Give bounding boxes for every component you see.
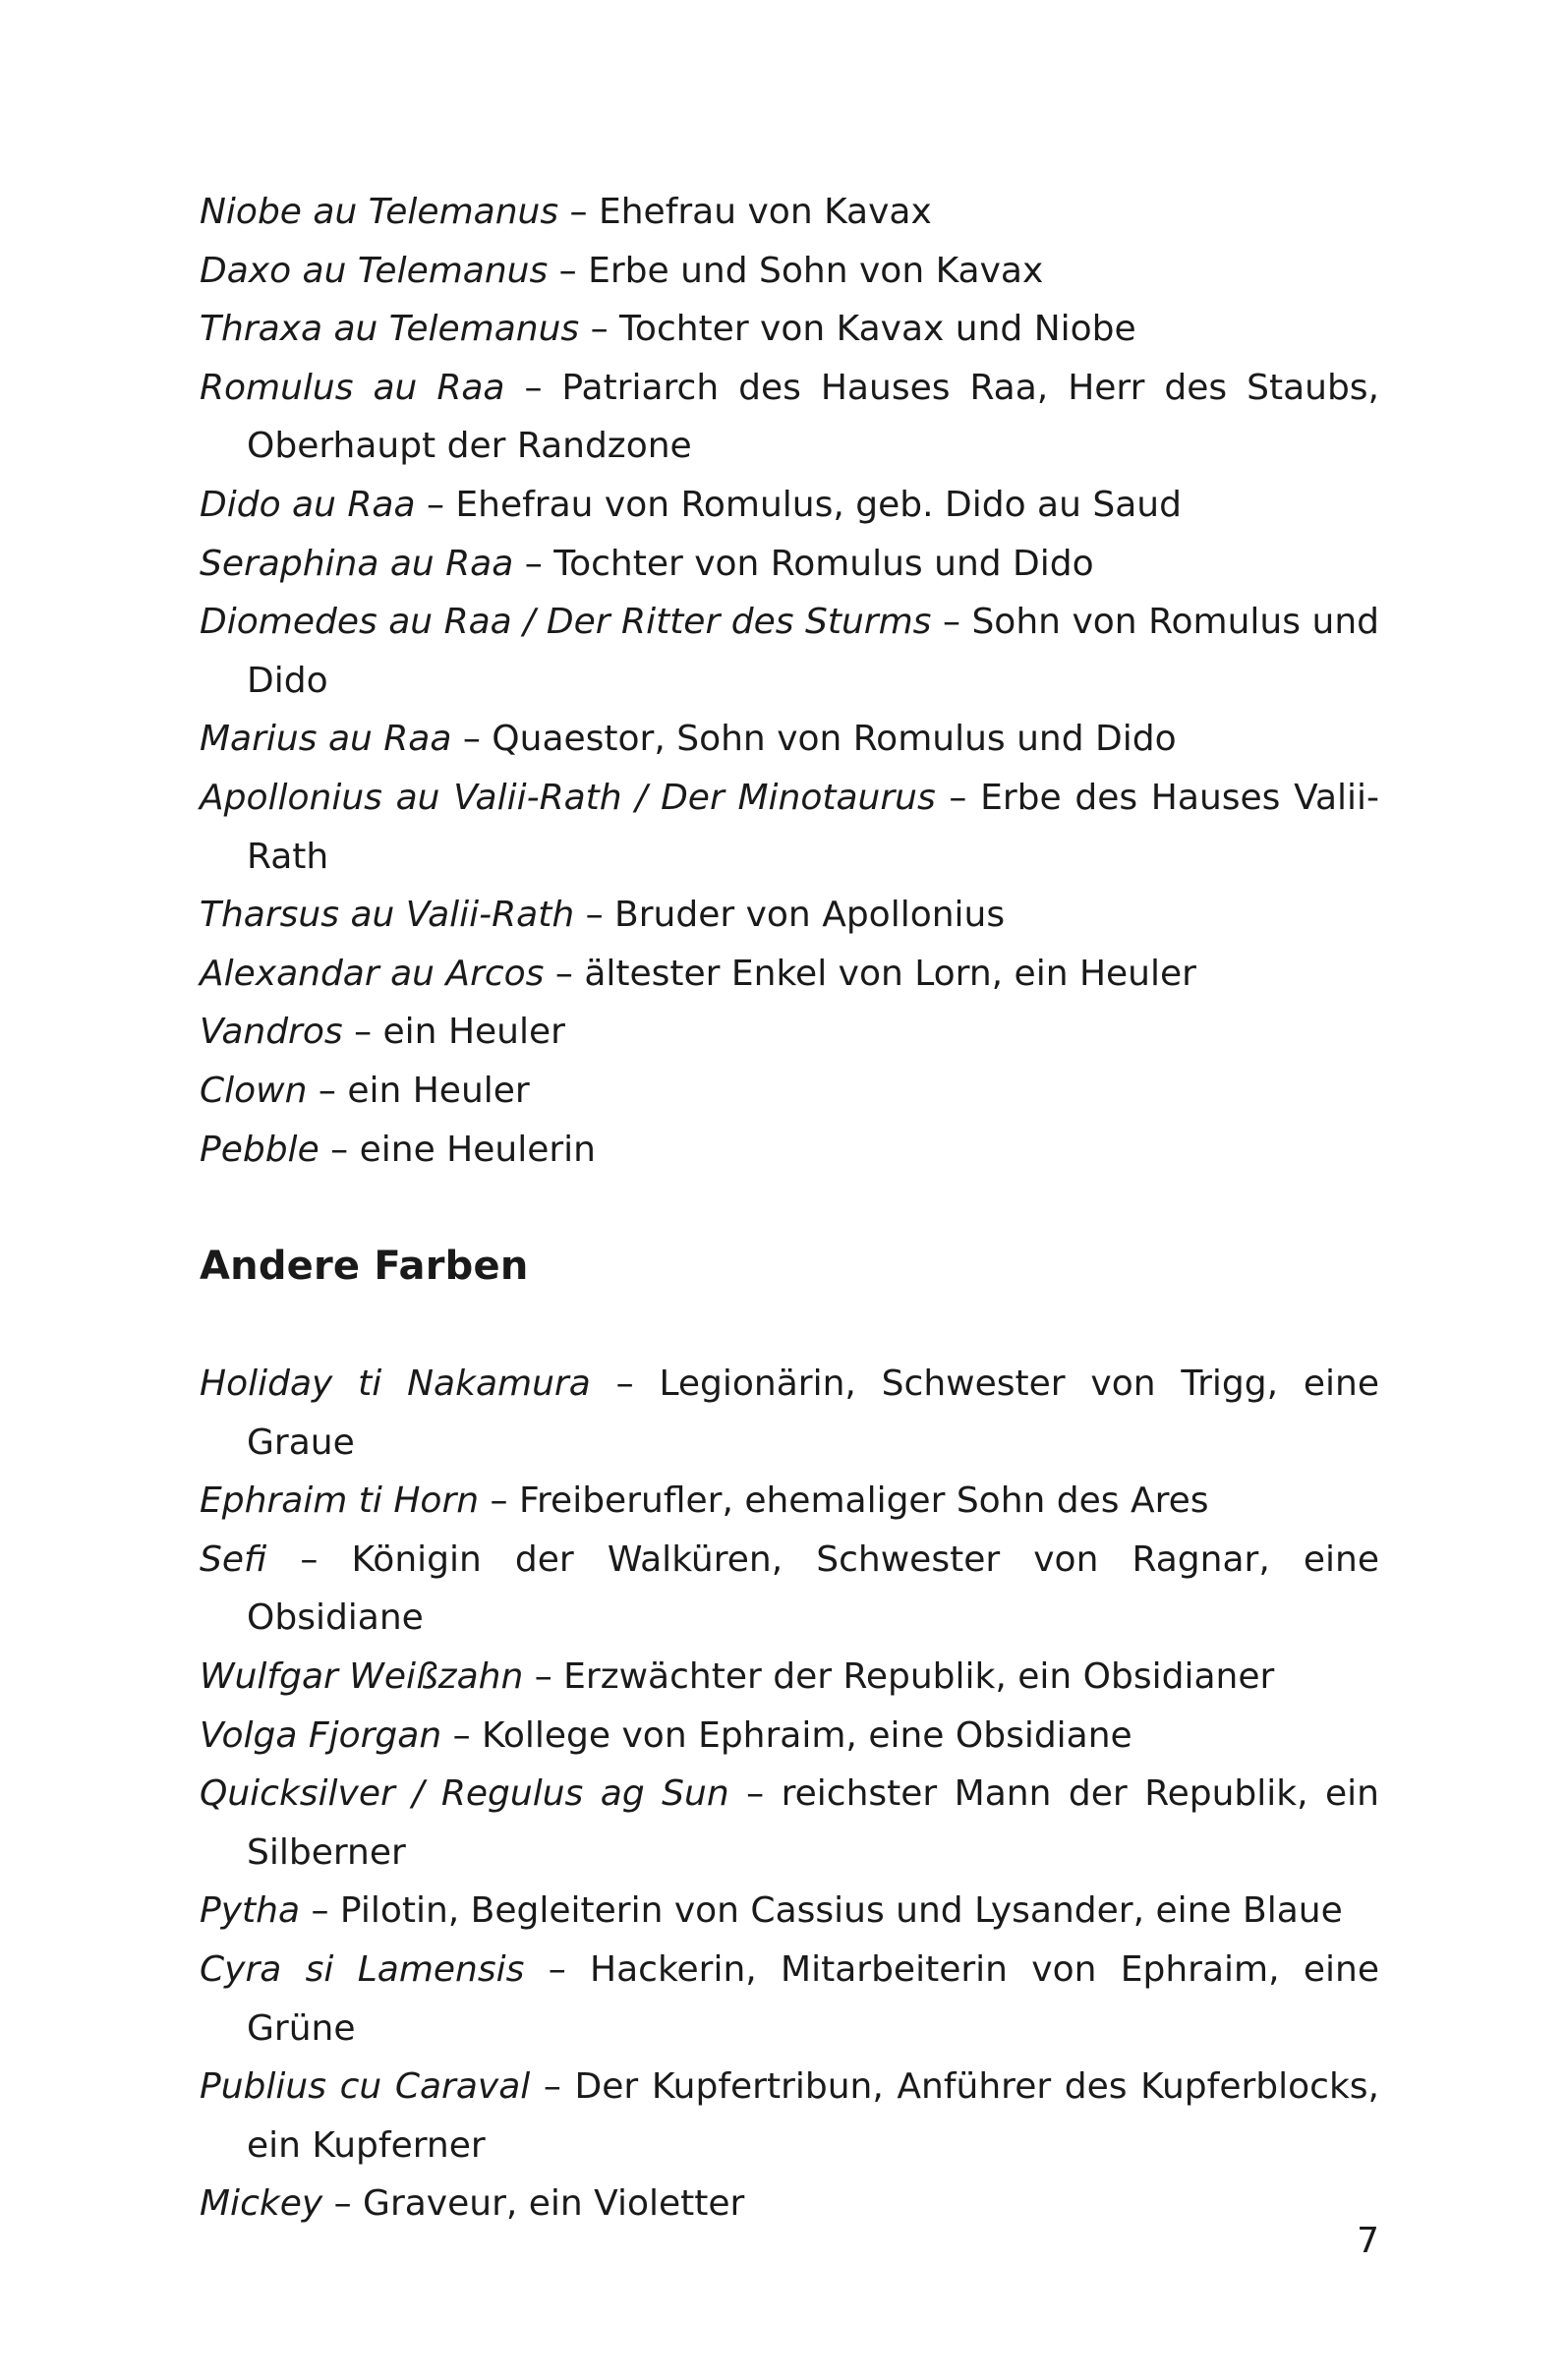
character-name: Cyra si Lamensis xyxy=(200,1948,525,1990)
character-name: Holiday ti Nakamura xyxy=(200,1364,591,1404)
character-description: – ein Heuler xyxy=(307,1070,530,1111)
character-entry xyxy=(200,2058,1379,2175)
character-description: – Kollege von Ephraim, eine Obsidiane xyxy=(441,1714,1132,1756)
character-description: – reichster Mann der Republik, ein Silberner xyxy=(247,1773,1379,1873)
character-name: Volga Fjorgan xyxy=(200,1714,442,1756)
character-entry xyxy=(200,1472,1379,1531)
character-name: Vandros xyxy=(200,1012,343,1053)
character-entry xyxy=(200,183,1379,242)
character-description: – Tochter von Romulus und Dido xyxy=(513,543,1094,584)
character-name: Tharsus au Valii-Rath xyxy=(200,895,575,936)
character-name: Mickey xyxy=(200,2183,323,2225)
character-name: Seraphina au Raa xyxy=(200,543,514,584)
character-name: Dido au Raa xyxy=(200,484,416,525)
character-description: – Sohn von Romulus und Dido xyxy=(247,602,1379,701)
character-name: Clown xyxy=(200,1070,308,1111)
character-description: – Tochter von Kavax und Niobe xyxy=(579,309,1136,350)
character-description: – Pilotin, Begleiterin von Cassius und Lysander, eine Blaue xyxy=(300,1890,1343,1932)
character-description: – Erbe und Sohn von Kavax xyxy=(548,250,1044,291)
character-entry xyxy=(200,476,1379,535)
page-number: 7 xyxy=(1357,2221,1379,2261)
character-entry xyxy=(200,1355,1379,1472)
character-entry xyxy=(200,300,1379,359)
character-entry xyxy=(200,886,1379,945)
character-entry xyxy=(200,1121,1379,1180)
character-description: – Ehefrau von Kavax xyxy=(558,192,932,232)
character-name: Thraxa au Telemanus xyxy=(200,309,580,350)
character-entry xyxy=(200,1882,1379,1941)
character-list-main xyxy=(200,183,1379,1179)
character-entry xyxy=(200,1003,1379,1062)
character-entry xyxy=(200,242,1379,301)
character-description: – Freiberufler, ehemaliger Sohn des Ares xyxy=(479,1480,1209,1522)
character-entry xyxy=(200,359,1379,476)
character-name: Ephraim ti Horn xyxy=(200,1480,480,1522)
section-heading: Andere Farben xyxy=(200,1244,529,1289)
character-description: – Patriarch des Hauses Raa, Herr des Staubs, Oberhaupt der Randzone xyxy=(247,367,1379,467)
character-name: Niobe au Telemanus xyxy=(200,192,559,232)
character-description: – Legionärin, Schwester von Trigg, eine Graue xyxy=(247,1364,1379,1463)
character-name: Pebble xyxy=(200,1129,319,1170)
character-description: – Erzwächter der Republik, ein Obsidianer xyxy=(523,1655,1275,1697)
character-name: Publius cu Caraval xyxy=(200,2066,531,2108)
character-entry xyxy=(200,1765,1379,1882)
character-name: Wulfgar Weißzahn xyxy=(200,1655,524,1697)
character-name: Diomedes au Raa / Der Ritter des Sturms xyxy=(200,602,932,643)
character-name: Pytha xyxy=(200,1890,301,1932)
character-description: – Der Kupfertribun, Anführer des Kupferblocks, ein Kupferner xyxy=(247,2066,1379,2166)
character-description: – Quaestor, Sohn von Romulus und Dido xyxy=(451,719,1177,760)
character-description: – Hackerin, Mitarbeiterin von Ephraim, eine Grüne xyxy=(247,1948,1379,2049)
character-entry xyxy=(200,1531,1379,1648)
character-entry xyxy=(200,1062,1379,1121)
character-description: – eine Heulerin xyxy=(319,1129,596,1170)
character-entry xyxy=(200,2175,1379,2234)
character-entry xyxy=(200,1707,1379,1766)
character-name: Daxo au Telemanus xyxy=(200,250,549,291)
character-description: – ältester Enkel von Lorn, ein Heuler xyxy=(544,953,1196,994)
character-name: Marius au Raa xyxy=(200,719,452,760)
character-description: – Bruder von Apollonius xyxy=(574,895,1006,936)
character-description: – Erbe des Hauses Valii-Rath xyxy=(247,777,1379,877)
character-description: – Ehefrau von Romulus, geb. Dido au Saud xyxy=(415,484,1182,525)
character-entry xyxy=(200,593,1379,710)
character-entry xyxy=(200,1648,1379,1707)
character-description: – Königin der Walküren, Schwester von Ragnar, eine Obsidiane xyxy=(247,1538,1379,1639)
character-entry xyxy=(200,1941,1379,2058)
character-description: – Graveur, ein Violetter xyxy=(322,2183,745,2225)
character-name: Romulus au Raa xyxy=(200,367,505,408)
character-entry xyxy=(200,945,1379,1004)
character-entry xyxy=(200,535,1379,594)
character-description: – ein Heuler xyxy=(342,1012,565,1053)
character-entry xyxy=(200,769,1379,886)
character-name: Apollonius au Valii-Rath / Der Minotaurus xyxy=(200,777,936,818)
character-name: Sefi xyxy=(200,1538,267,1580)
character-entry xyxy=(200,710,1379,769)
character-list-other-colors xyxy=(200,1355,1379,2234)
character-name: Alexandar au Arcos xyxy=(200,953,545,994)
character-name: Quicksilver / Regulus ag Sun xyxy=(200,1773,729,1815)
